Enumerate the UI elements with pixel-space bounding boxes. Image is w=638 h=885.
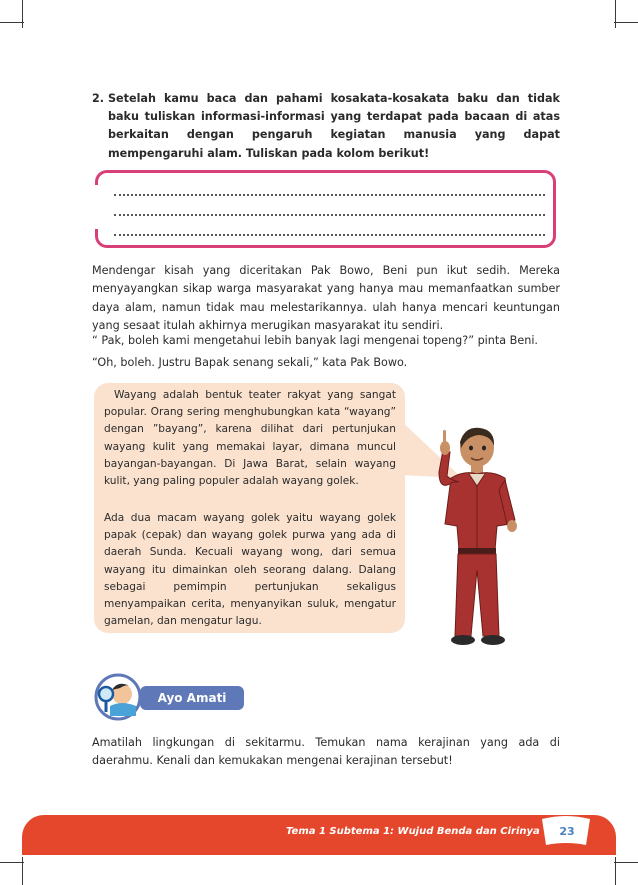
crop-mark: [614, 862, 638, 863]
question-number: 2.: [92, 92, 105, 105]
answer-box[interactable]: [95, 170, 556, 248]
crop-mark: [0, 22, 24, 23]
info-paragraph: Ada dua macam wayang golek yaitu wayang golek papak (cepak) dan wayang golek purwa yang ada di daerah Sunda. Kecuali wayang wong, dari semua wayang itu dimainkan oleh seorang dalang. Dalang sebagai pemimpin pertunjukan sekaligus menyampaikan cerita, menyanyikan suluk, mengatur gamelan, dan mengatur lagu.: [104, 512, 396, 628]
crop-mark: [0, 862, 24, 863]
question-2: [92, 90, 560, 163]
question-text: Setelah kamu baca dan pahami kosakata-kosakata baku dan tidak baku tuliskan informasi-informasi yang terdapat pada bacaan di atas berkaitan dengan pengaruh kegiatan manusia yang dapat mempengaruhi alam. Tuliskan pada kolom berikut!: [108, 92, 560, 160]
ayo-amati-label: [92, 672, 252, 722]
crop-mark: [614, 22, 638, 23]
answer-line[interactable]: [114, 184, 545, 196]
task-text: Amatilah lingkungan di sekitarmu. Temukan nama kerajinan yang ada di daerahmu. Kenali dan kemukakan mengenai kerajinan tersebut!: [92, 736, 560, 768]
teacher-figure: [425, 420, 525, 650]
info-box: [94, 383, 405, 633]
story-paragraph: “Oh, boleh. Justru Bapak senang sekali,” kata Pak Bowo.: [92, 356, 408, 369]
magnifier-child-icon: [92, 672, 150, 722]
answer-line[interactable]: [114, 204, 545, 216]
crop-mark: [615, 0, 616, 28]
crop-mark: [22, 0, 23, 28]
page-number: 23: [559, 825, 575, 838]
answer-line[interactable]: [114, 224, 545, 236]
footer-label: Tema 1 Subtema 1: Wujud Benda dan Cirinya: [286, 826, 540, 837]
story-paragraph: “ Pak, boleh kami mengetahui lebih banyak lagi mengenai topeng?” pinta Beni.: [92, 334, 538, 347]
ayo-amati-tag: Ayo Amati: [140, 686, 244, 710]
info-paragraph: Wayang adalah bentuk teater rakyat yang sangat popular. Orang sering menghubungkan kata “wayang” dengan ”bayang”, karena dilihat dari pertunjukan wayang kulit yang memakai layar, dimana muncul bayangan-bayangan. Di Jawa Barat, selain wayang kulit, yang paling populer adalah wayang golek.: [104, 389, 396, 488]
story-paragraph: Mendengar kisah yang diceritakan Pak Bowo, Beni pun ikut sedih. Mereka menyayangkan sikap warga masyarakat yang hanya mau memanfaatkan sumber daya alam, namun tidak mau melestarikannya. ulah hanya mencari keuntungan yang sesaat itulah akhirnya merugikan masyarakat itu sendiri.: [92, 264, 560, 332]
